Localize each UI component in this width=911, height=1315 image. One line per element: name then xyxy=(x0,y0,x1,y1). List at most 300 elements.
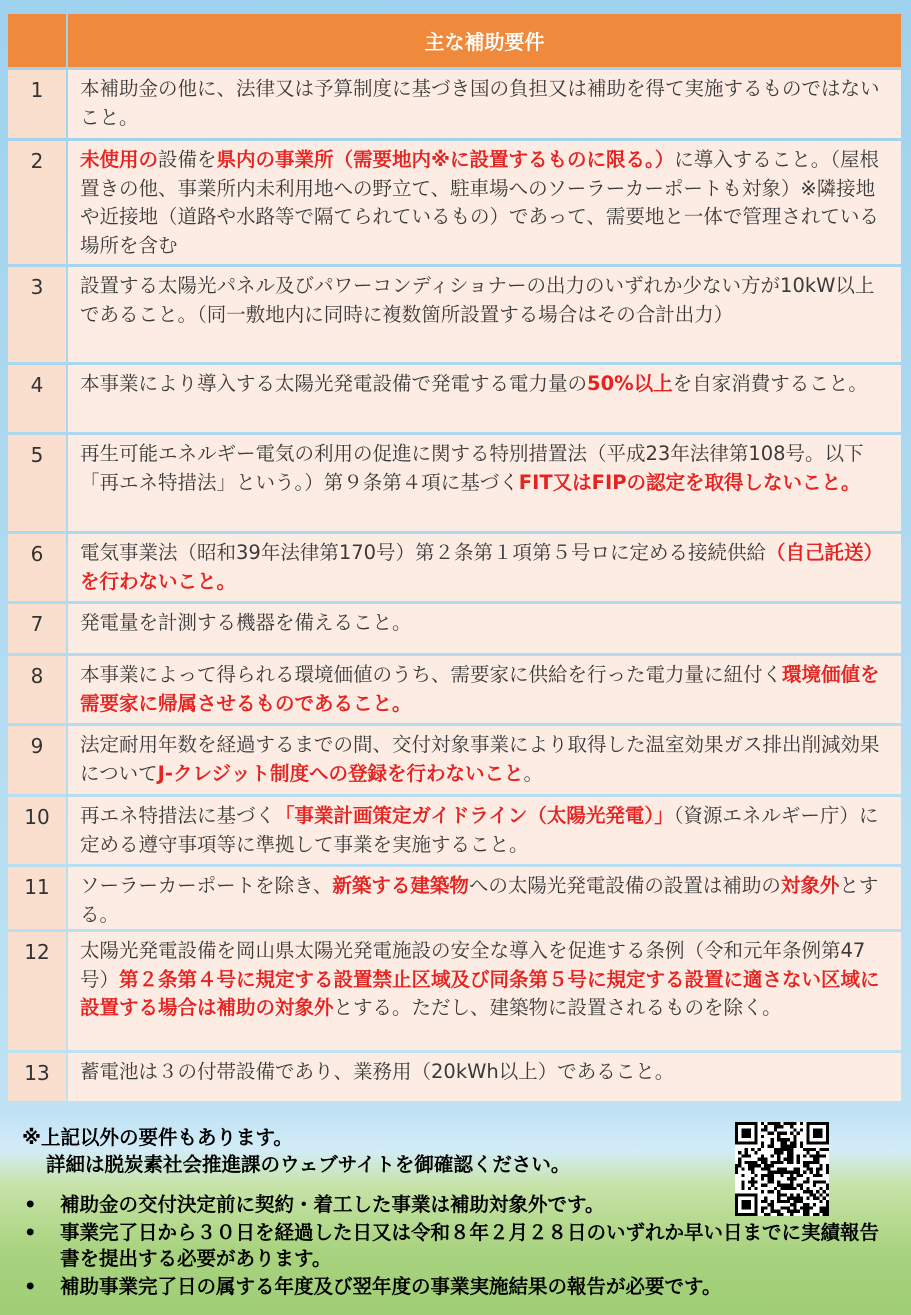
qr-module xyxy=(751,1184,754,1187)
qr-module xyxy=(745,1141,748,1144)
qr-module xyxy=(800,1128,803,1131)
qr-module xyxy=(741,1180,744,1183)
qr-module xyxy=(751,1164,754,1167)
qr-module xyxy=(745,1154,748,1157)
qr-module xyxy=(738,1161,741,1164)
qr-module xyxy=(810,1141,813,1144)
qr-module xyxy=(777,1151,780,1154)
qr-module xyxy=(767,1164,770,1167)
note-line-1: ※上記以外の要件もあります。 xyxy=(22,1126,293,1149)
qr-module xyxy=(823,1180,826,1183)
requirement-number: 6 xyxy=(8,534,66,601)
qr-module xyxy=(748,1141,751,1144)
requirement-text xyxy=(68,435,901,531)
qr-module xyxy=(819,1148,822,1151)
emphasis-text: 県内の事業所（需要地内※に設置するものに限る。） xyxy=(216,148,675,171)
qr-module xyxy=(735,1138,738,1141)
qr-module xyxy=(774,1171,777,1174)
qr-module xyxy=(761,1128,764,1131)
requirement-row-6 xyxy=(8,534,901,601)
qr-module xyxy=(767,1167,770,1170)
requirement-text xyxy=(68,141,901,264)
qr-module xyxy=(761,1154,764,1157)
qr-module xyxy=(777,1148,780,1151)
qr-module xyxy=(826,1125,829,1128)
qr-module xyxy=(826,1187,829,1190)
body-text: への太陽光発電設備の設置は補助の xyxy=(468,874,781,897)
qr-module xyxy=(754,1164,757,1167)
requirement-row-11 xyxy=(8,867,901,929)
qr-module xyxy=(793,1171,796,1174)
qr-module xyxy=(800,1145,803,1148)
qr-module xyxy=(819,1132,822,1135)
qr-module xyxy=(819,1167,822,1170)
qr-module xyxy=(774,1125,777,1128)
qr-module xyxy=(800,1141,803,1144)
qr-module xyxy=(793,1138,796,1141)
qr-module xyxy=(754,1128,757,1131)
requirement-row-3 xyxy=(8,267,901,362)
qr-module xyxy=(777,1132,780,1135)
qr-module xyxy=(813,1161,816,1164)
qr-module xyxy=(813,1184,816,1187)
qr-module xyxy=(774,1187,777,1190)
qr-module xyxy=(741,1141,744,1144)
emphasis-text: 環境価値を需要家に帰属させるものであること。 xyxy=(80,663,880,715)
qr-module xyxy=(777,1167,780,1170)
qr-module xyxy=(826,1184,829,1187)
qr-module xyxy=(784,1171,787,1174)
qr-module xyxy=(806,1128,809,1131)
qr-module xyxy=(754,1151,757,1154)
qr-module xyxy=(764,1161,767,1164)
table-header xyxy=(8,14,901,67)
qr-module xyxy=(745,1128,748,1131)
qr-module xyxy=(764,1164,767,1167)
qr-module xyxy=(751,1148,754,1151)
qr-module xyxy=(800,1187,803,1190)
qr-module xyxy=(784,1145,787,1148)
qr-module xyxy=(823,1122,826,1125)
qr-module xyxy=(790,1132,793,1135)
qr-module xyxy=(813,1180,816,1183)
qr-module xyxy=(784,1138,787,1141)
qr-module xyxy=(764,1174,767,1177)
qr-module xyxy=(816,1122,819,1125)
qr-module xyxy=(758,1164,761,1167)
qr-module xyxy=(806,1125,809,1128)
qr-module xyxy=(735,1141,738,1144)
qr-module xyxy=(735,1122,738,1125)
qr-module xyxy=(767,1122,770,1125)
qr-module xyxy=(771,1177,774,1180)
body-text: を自家消費すること。 xyxy=(672,372,868,395)
qr-module xyxy=(803,1154,806,1157)
qr-module xyxy=(735,1135,738,1138)
notice-list xyxy=(22,1192,897,1302)
body-text: 設備を xyxy=(158,148,217,171)
notice-item: • 補助金の交付決定前に契約・着工した事業は補助対象外です。 xyxy=(22,1192,897,1218)
qr-module xyxy=(735,1164,738,1167)
body-text: とする。 xyxy=(80,874,879,926)
requirement-row-10 xyxy=(8,797,901,864)
qr-module xyxy=(806,1151,809,1154)
qr-module xyxy=(761,1174,764,1177)
qr-module xyxy=(823,1141,826,1144)
qr-module xyxy=(810,1122,813,1125)
qr-module xyxy=(767,1132,770,1135)
requirement-number: 2 xyxy=(8,141,66,264)
qr-module xyxy=(741,1128,744,1131)
qr-module xyxy=(780,1138,783,1141)
qr-module xyxy=(780,1145,783,1148)
qr-module xyxy=(797,1174,800,1177)
requirement-row-7 xyxy=(8,604,901,653)
additional-requirements-note xyxy=(22,1124,722,1178)
qr-module xyxy=(787,1161,790,1164)
qr-module xyxy=(790,1145,793,1148)
qr-module xyxy=(751,1177,754,1180)
qr-module xyxy=(803,1171,806,1174)
qr-module xyxy=(793,1187,796,1190)
requirement-number: 3 xyxy=(8,267,66,362)
qr-module xyxy=(767,1171,770,1174)
qr-module xyxy=(745,1151,748,1154)
qr-module xyxy=(790,1174,793,1177)
qr-module xyxy=(754,1132,757,1135)
requirement-number: 5 xyxy=(8,435,66,531)
qr-module xyxy=(771,1171,774,1174)
qr-module xyxy=(741,1184,744,1187)
emphasis-text: J-クレジット制度への登録を行わないこと xyxy=(157,761,524,785)
qr-module xyxy=(771,1145,774,1148)
qr-module xyxy=(764,1167,767,1170)
qr-module xyxy=(767,1180,770,1183)
qr-module xyxy=(810,1171,813,1174)
notice-item: • 事業完了日から３０日を経過した日又は令和８年２月２８日のいずれか早い日までに実績報告書を提出する必要があります。 xyxy=(22,1220,897,1272)
qr-module xyxy=(745,1132,748,1135)
qr-module xyxy=(780,1171,783,1174)
qr-module xyxy=(741,1135,744,1138)
qr-module xyxy=(761,1158,764,1161)
qr-module xyxy=(741,1174,744,1177)
emphasis-text: （自己託送）を行わないこと。 xyxy=(80,541,884,593)
qr-module xyxy=(780,1125,783,1128)
qr-module xyxy=(793,1128,796,1131)
qr-module xyxy=(819,1128,822,1131)
qr-module xyxy=(754,1187,757,1190)
body-text: 法定耐用年数を経過するまでの間、交付対象事業により取得した温室効果ガス排出削減効果について xyxy=(80,733,880,785)
qr-module xyxy=(745,1148,748,1151)
qr-module xyxy=(793,1145,796,1148)
qr-module xyxy=(797,1154,800,1157)
emphasis-text: FIT又はFIPの認定を取得しないこと。 xyxy=(518,470,861,494)
qr-module xyxy=(771,1122,774,1125)
qr-module xyxy=(787,1158,790,1161)
qr-module xyxy=(793,1167,796,1170)
qr-module xyxy=(774,1151,777,1154)
body-text: 電気事業法（昭和39年法律第170号）第２条第１項第５号ロに定める接続供給 xyxy=(80,541,767,564)
qr-module xyxy=(748,1132,751,1135)
requirement-text xyxy=(68,70,901,138)
qr-module xyxy=(816,1174,819,1177)
qr-module xyxy=(790,1158,793,1161)
qr-module xyxy=(806,1187,809,1190)
qr-module xyxy=(816,1154,819,1157)
qr-module xyxy=(784,1122,787,1125)
qr-module xyxy=(793,1141,796,1144)
requirement-row-13 xyxy=(8,1053,901,1101)
qr-module xyxy=(803,1180,806,1183)
qr-module xyxy=(787,1122,790,1125)
qr-module xyxy=(735,1128,738,1131)
qr-module xyxy=(806,1180,809,1183)
table-body xyxy=(8,70,901,1101)
qr-module xyxy=(741,1187,744,1190)
body-text: （資源エネルギー庁）に定める遵守事項等に準拠して事業を実施すること。 xyxy=(80,804,879,856)
qr-module xyxy=(826,1148,829,1151)
body-text: 再生可能エネルギー電気の利用の促進に関する特別措置法（平成23年法律第108号。以下「再エネ特措法」という。）第９条第４項に基づく xyxy=(80,442,864,494)
qr-module xyxy=(787,1154,790,1157)
header-number-cell xyxy=(8,14,66,67)
qr-module xyxy=(826,1132,829,1135)
qr-module xyxy=(748,1161,751,1164)
qr-module xyxy=(826,1167,829,1170)
qr-module xyxy=(816,1128,819,1131)
qr-module xyxy=(754,1174,757,1177)
requirement-text xyxy=(68,726,901,794)
qr-module xyxy=(751,1167,754,1170)
qr-module xyxy=(790,1184,793,1187)
requirement-text xyxy=(68,604,901,653)
qr-module xyxy=(761,1177,764,1180)
requirement-row-9 xyxy=(8,726,901,794)
qr-module xyxy=(754,1135,757,1138)
qr-module xyxy=(793,1135,796,1138)
qr-module xyxy=(748,1187,751,1190)
qr-module xyxy=(787,1184,790,1187)
qr-module xyxy=(826,1141,829,1144)
qr-module xyxy=(748,1167,751,1170)
qr-module xyxy=(738,1122,741,1125)
body-text: とする。ただし、建築物に設置されるものを除く。 xyxy=(333,996,782,1019)
qr-module xyxy=(816,1141,819,1144)
body-text: 太陽光発電設備を岡山県太陽光発電施設の安全な導入を促進する条例（令和元年条例第47号） xyxy=(80,939,866,991)
qr-module xyxy=(810,1161,813,1164)
qr-module xyxy=(826,1122,829,1125)
requirement-number: 10 xyxy=(8,797,66,864)
qr-module xyxy=(819,1154,822,1157)
requirement-text xyxy=(68,534,901,601)
body-text: 。 xyxy=(523,761,544,785)
qr-module xyxy=(806,1138,809,1141)
qr-module xyxy=(754,1122,757,1125)
qr-module xyxy=(813,1158,816,1161)
requirement-row-1 xyxy=(8,70,901,138)
qr-module xyxy=(813,1122,816,1125)
qr-module xyxy=(780,1187,783,1190)
requirement-row-5 xyxy=(8,435,901,531)
qr-module xyxy=(735,1125,738,1128)
qr-module xyxy=(754,1180,757,1183)
qr-module xyxy=(823,1154,826,1157)
qr-module xyxy=(790,1148,793,1151)
requirement-text xyxy=(68,797,901,864)
qr-module xyxy=(819,1164,822,1167)
emphasis-text: 対象外 xyxy=(780,874,840,897)
qr-module xyxy=(790,1177,793,1180)
qr-module xyxy=(787,1145,790,1148)
qr-module xyxy=(787,1138,790,1141)
qr-module xyxy=(797,1132,800,1135)
qr-module xyxy=(806,1164,809,1167)
qr-module xyxy=(748,1154,751,1157)
qr-module xyxy=(761,1167,764,1170)
emphasis-text: 50%以上 xyxy=(587,372,673,395)
qr-module xyxy=(754,1125,757,1128)
qr-module xyxy=(790,1154,793,1157)
qr-module xyxy=(803,1161,806,1164)
qr-module xyxy=(751,1180,754,1183)
qr-module xyxy=(774,1161,777,1164)
qr-module xyxy=(777,1171,780,1174)
qr-module xyxy=(777,1154,780,1157)
qr-module xyxy=(790,1141,793,1144)
qr-module xyxy=(764,1158,767,1161)
qr-module xyxy=(767,1145,770,1148)
qr-module xyxy=(748,1180,751,1183)
qr-module xyxy=(738,1158,741,1161)
qr-module xyxy=(771,1138,774,1141)
requirement-text xyxy=(68,365,901,432)
qr-module xyxy=(780,1132,783,1135)
qr-module xyxy=(771,1132,774,1135)
qr-module xyxy=(751,1122,754,1125)
qr-module xyxy=(790,1125,793,1128)
qr-module xyxy=(741,1122,744,1125)
qr-module xyxy=(790,1171,793,1174)
emphasis-text: 未使用の xyxy=(80,148,159,171)
qr-module xyxy=(751,1171,754,1174)
qr-module xyxy=(819,1180,822,1183)
body-text: 蓄電池は３の付帯設備であり、業務用（20kWh以上）であること。 xyxy=(80,1060,675,1083)
qr-module xyxy=(761,1141,764,1144)
qr-module xyxy=(761,1145,764,1148)
body-text: 再エネ特措法に基づく xyxy=(80,804,276,827)
qr-module xyxy=(774,1128,777,1131)
requirement-row-2 xyxy=(8,141,901,264)
qr-module xyxy=(793,1177,796,1180)
requirement-number: 8 xyxy=(8,656,66,723)
qr-module xyxy=(771,1154,774,1157)
qr-module xyxy=(745,1135,748,1138)
requirement-number: 9 xyxy=(8,726,66,794)
qr-module xyxy=(777,1122,780,1125)
requirement-row-12 xyxy=(8,932,901,1050)
requirement-number: 11 xyxy=(8,867,66,929)
qr-module xyxy=(826,1138,829,1141)
qr-module xyxy=(819,1135,822,1138)
qr-module xyxy=(784,1167,787,1170)
qr-module xyxy=(813,1135,816,1138)
emphasis-text: 新築する建築物 xyxy=(332,874,469,897)
qr-module xyxy=(777,1158,780,1161)
qr-module xyxy=(800,1184,803,1187)
qr-module xyxy=(771,1141,774,1144)
qr-module xyxy=(777,1161,780,1164)
qr-module xyxy=(764,1128,767,1131)
qr-module xyxy=(806,1148,809,1151)
qr-module xyxy=(793,1122,796,1125)
requirement-text xyxy=(68,932,901,1050)
qr-module xyxy=(813,1132,816,1135)
qr-module xyxy=(806,1132,809,1135)
qr-module xyxy=(823,1148,826,1151)
qr-module xyxy=(816,1135,819,1138)
qr-module xyxy=(745,1122,748,1125)
qr-module xyxy=(777,1180,780,1183)
qr-module xyxy=(748,1135,751,1138)
emphasis-text: 第２条第４号に規定する設置禁止区域及び同条第５号に規定する設置に適さない区域に設置する場合は補助の対象外 xyxy=(80,967,880,1019)
qr-module xyxy=(771,1174,774,1177)
requirement-text xyxy=(68,867,901,929)
qr-module xyxy=(787,1171,790,1174)
body-text: 本事業により導入する太陽光発電設備で発電する電力量の xyxy=(80,372,588,395)
qr-module xyxy=(826,1128,829,1131)
body-text: ソーラーカーポートを除き、 xyxy=(80,874,333,897)
qr-module xyxy=(771,1164,774,1167)
qr-module xyxy=(754,1161,757,1164)
qr-module xyxy=(784,1148,787,1151)
qr-module xyxy=(777,1125,780,1128)
qr-module xyxy=(816,1158,819,1161)
body-text: 本事業によって得られる環境価値のうち、需要家に供給を行った電力量に紐付く xyxy=(80,663,783,686)
qr-module xyxy=(800,1174,803,1177)
qr-module xyxy=(790,1187,793,1190)
qr-module xyxy=(774,1148,777,1151)
qr-module xyxy=(767,1177,770,1180)
qr-module xyxy=(816,1132,819,1135)
qr-module xyxy=(784,1141,787,1144)
body-text: に導入すること。（屋根置きの他、事業所内未利用地への野立て、駐車場へのソーラーカーポートも対象）※隣接地や近接地（道路や水路等で隔てられているもの）であって、需要地と一体で管理されている場所を含む xyxy=(80,148,880,257)
qr-module xyxy=(813,1154,816,1157)
qr-module xyxy=(738,1164,741,1167)
notice-item: • 補助事業完了日の属する年度及び翌年度の事業実施結果の報告が必要です。 xyxy=(22,1274,897,1300)
qr-module xyxy=(790,1122,793,1125)
qr-module xyxy=(803,1148,806,1151)
requirement-number: 1 xyxy=(8,70,66,138)
qr-module xyxy=(797,1171,800,1174)
requirements-table xyxy=(8,14,901,1101)
qr-module xyxy=(754,1141,757,1144)
qr-module xyxy=(748,1128,751,1131)
qr-module xyxy=(780,1174,783,1177)
qr-module xyxy=(787,1177,790,1180)
qr-module xyxy=(741,1132,744,1135)
qr-module xyxy=(758,1148,761,1151)
qr-module xyxy=(735,1167,738,1170)
qr-module xyxy=(810,1148,813,1151)
qr-module xyxy=(761,1135,764,1138)
qr-module xyxy=(777,1184,780,1187)
qr-module xyxy=(767,1174,770,1177)
qr-module xyxy=(806,1135,809,1138)
qr-module xyxy=(761,1184,764,1187)
qr-module xyxy=(751,1161,754,1164)
qr-module xyxy=(777,1135,780,1138)
qr-module xyxy=(826,1164,829,1167)
qr-module xyxy=(816,1151,819,1154)
